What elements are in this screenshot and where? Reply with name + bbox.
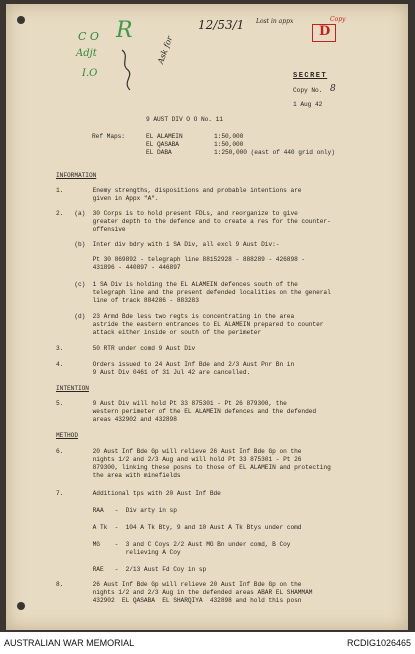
body-line: astride the eastern entrances to EL ALAMEIN prepared to counter (56, 321, 324, 328)
footer-record-id: RCDIG1026465 (346, 638, 411, 648)
body-line: 8. 26 Aust Inf Bde Gp will relieve 20 Aust Inf Bde Gp on the (56, 581, 302, 588)
document-title: 9 AUST DIV O O No. 11 (146, 116, 223, 123)
ref-map-name: EL ALAMEIN (146, 133, 183, 140)
handwritten-red-box-text: D (319, 24, 331, 39)
section-heading-method: METHOD (56, 432, 78, 439)
copy-number: 8 (330, 84, 336, 94)
body-line: 6. 20 Aust Inf Bde Gp will relieve 26 Aust Inf Bde Gp on the (56, 448, 302, 455)
handwritten-side-note: Ask for (156, 34, 175, 66)
ref-map-scale: 1:250,000 (east of 440 grid only) (214, 149, 335, 156)
ref-map-scale: 1:50,000 (214, 141, 244, 148)
body-line: given in Appx "A". (56, 195, 159, 202)
handwritten-black-note: Lost in appx (256, 18, 294, 25)
body-line: 1. Enemy strengths, dispositions and probable intentions are (56, 187, 302, 194)
body-line: 879300, linking these posns to those of EL ALAMEIN and protecting (56, 464, 331, 471)
body-line: telegraph line and the present defended localities on the general (56, 289, 331, 296)
body-line: MG - 3 and C Coys 2/2 Aust MG Bn under comd, B Coy (56, 541, 291, 548)
body-line: 4. Orders issued to 24 Aust Inf Bde and 2/3 Aust Pnr Bn in (56, 361, 295, 368)
ref-map-name: EL DABA (146, 149, 172, 156)
section-heading-information: INFORMATION (56, 172, 97, 179)
body-line: (b) Inter div bdry with 1 SA Div, all excl 9 Aust Div:- (56, 241, 280, 248)
body-line: 5. 9 Aust Div will hold Pt 33 875301 - Pt 26 879300, the (56, 400, 287, 407)
ref-map-name: EL QASABA (146, 141, 179, 148)
body-line: A Tk - 104 A Tk Bty, 9 and 10 Aust A Tk Btys under comd (56, 524, 302, 531)
body-line: 7. Additional tps with 20 Aust Inf Bde (56, 490, 221, 497)
body-line: the area with minefields (56, 472, 181, 479)
copy-label: Copy No. (293, 87, 323, 94)
body-line: nights 1/2 and 2/3 Aug and will hold Pt 33 875301 - Pt 26 (56, 456, 302, 463)
body-line: nights 1/2 and 2/3 Aug in the defended areas ABAR EL SHAMMAM (56, 589, 313, 596)
body-line: relieving A Coy (56, 549, 181, 556)
handwritten-io: I.O (82, 68, 98, 79)
signature-squiggle (118, 48, 138, 92)
body-line: (c) 1 SA Div is holding the EL ALAMEIN defences south of the (56, 281, 298, 288)
document-date: 1 Aug 42 (293, 101, 323, 108)
section-heading-intention: INTENTION (56, 385, 89, 392)
body-line: Pt 30 869892 - telegraph line 88152928 - 888289 - 426898 - (56, 256, 306, 263)
body-line: RAE - 2/13 Aust Fd Coy in sp (56, 566, 207, 573)
body-line: greater depth to the defence and to create a res for the counter- (56, 218, 331, 225)
handwritten-red-note: Copy (330, 16, 346, 23)
handwritten-green-mark: R (116, 18, 133, 43)
footer-source: AUSTRALIAN WAR MEMORIAL (4, 638, 135, 648)
body-line: 432902 EL QASABA EL SHARQIYA 432898 and hold this posn (56, 597, 302, 604)
punch-hole-top (17, 16, 25, 24)
body-line: line of track 884286 - 883283 (56, 297, 199, 304)
document-page (6, 4, 408, 630)
body-line: 2. (a) 30 Corps is to hold present FDLs, and reorganize to give (56, 210, 298, 217)
handwritten-ref-number: 12/53/1 (198, 18, 245, 32)
body-line: western perimeter of the EL ALAMEIN defences and the defended (56, 408, 317, 415)
body-line: attack either inside or south of the perimeter (56, 329, 262, 336)
body-line: (d) 23 Armd Bde less two regts is concentrating in the area (56, 313, 295, 320)
body-line: offensive (56, 226, 126, 233)
body-line: 431896 - 440897 - 446897 (56, 264, 181, 271)
ref-map-scale: 1:50,000 (214, 133, 244, 140)
handwritten-adjt: Adjt (76, 48, 97, 59)
archive-footer (0, 632, 415, 654)
body-line: areas 432902 and 432898 (56, 416, 177, 423)
body-line: RAA - Div arty in sp (56, 507, 177, 514)
punch-hole-bottom (17, 602, 25, 610)
handwritten-co: C O (78, 30, 99, 43)
body-line: 9 Aust Div 0461 of 31 Jul 42 are cancelled. (56, 369, 251, 376)
body-line: 3. 50 RTR under comd 9 Aust Div (56, 345, 196, 352)
ref-maps-label: Ref Maps: (92, 133, 125, 140)
classification: SECRET (293, 72, 328, 80)
